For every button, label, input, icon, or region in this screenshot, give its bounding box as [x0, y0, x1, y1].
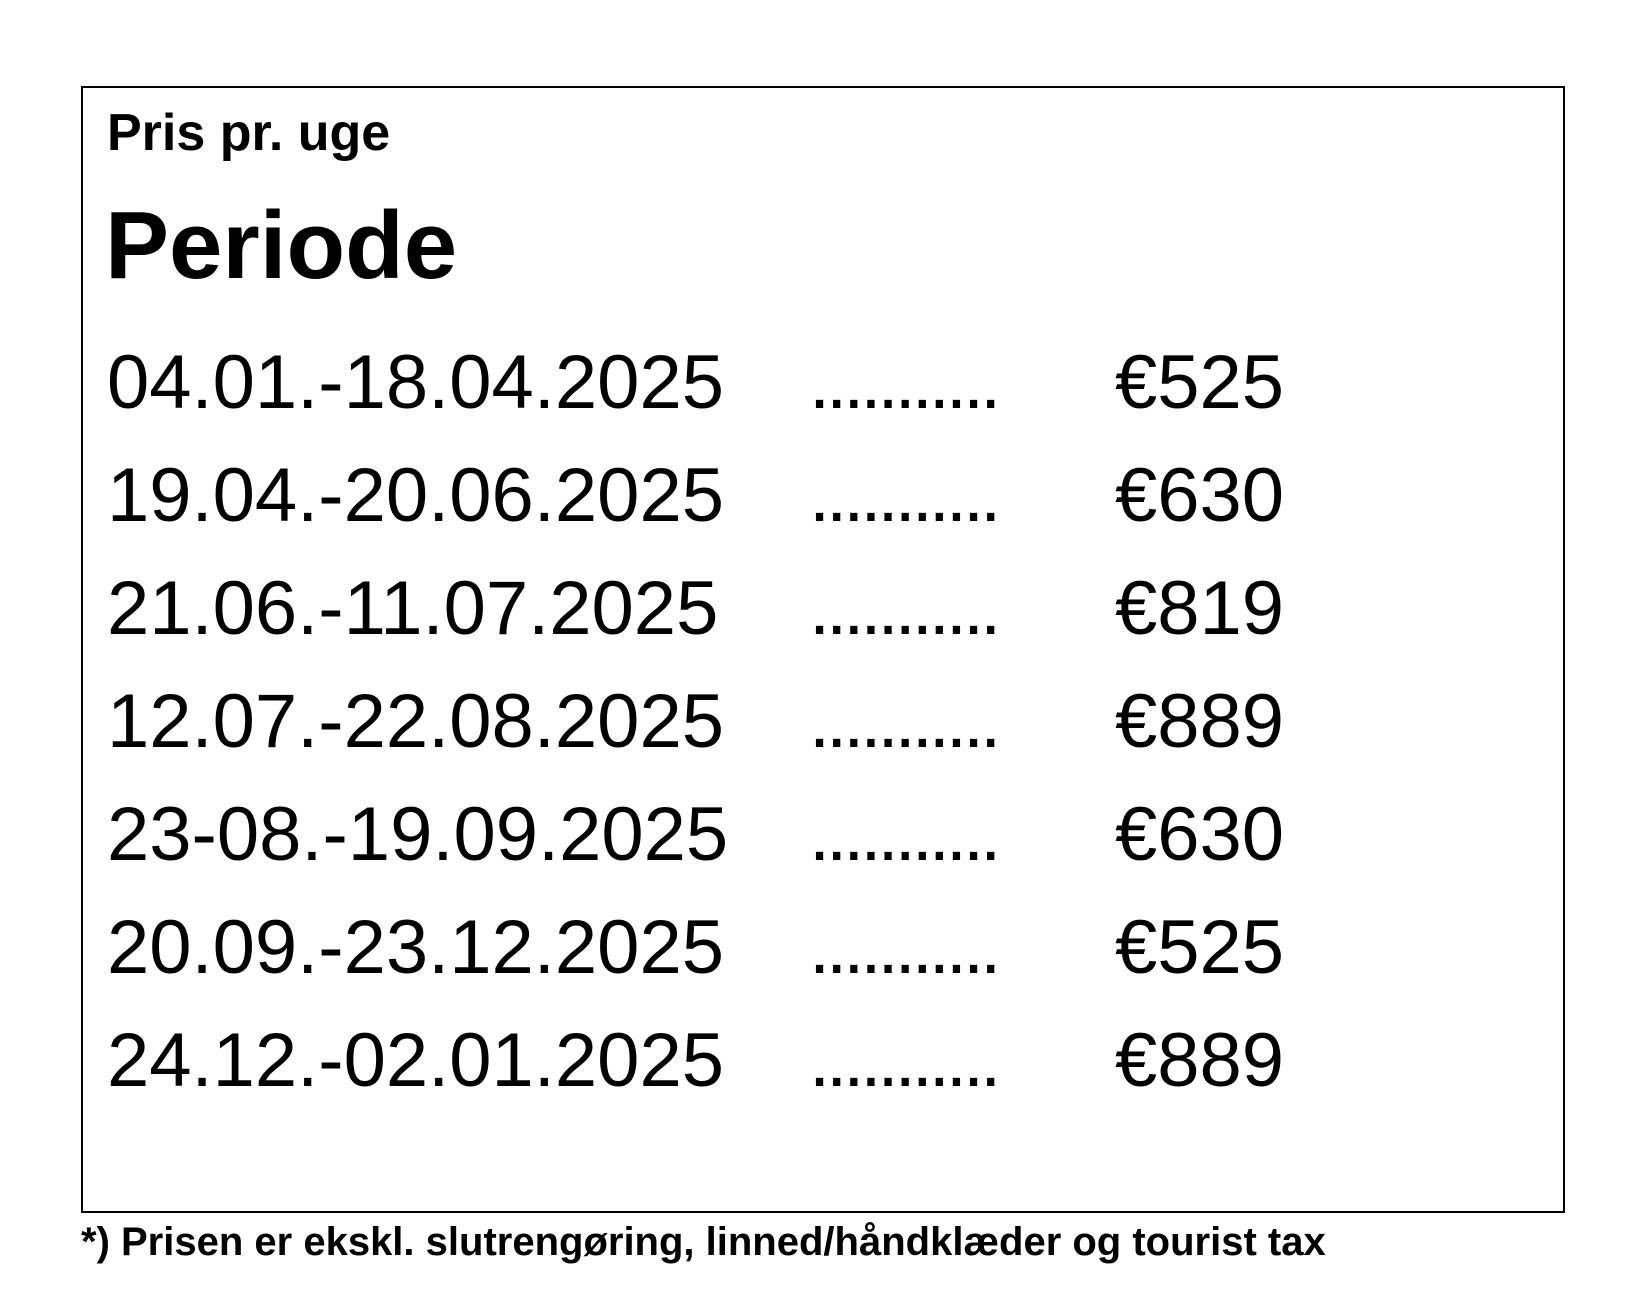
period-dates: 19.04.-20.06.2025 [107, 453, 724, 538]
price-value: €525 [1115, 905, 1285, 990]
price-row [107, 665, 1387, 778]
price-value: €630 [1115, 792, 1285, 877]
price-list [107, 326, 1387, 1117]
price-value: €889 [1115, 679, 1285, 764]
price-table-box [81, 86, 1565, 1213]
dot-leader: ........... [809, 679, 998, 764]
period-dates: 04.01.-18.04.2025 [107, 340, 724, 425]
period-heading: Periode [105, 192, 458, 299]
price-row [107, 439, 1387, 552]
period-dates: 23-08.-19.09.2025 [107, 792, 729, 877]
dot-leader: ........... [809, 340, 998, 425]
price-per-week-label: Pris pr. uge [107, 104, 391, 162]
price-row [107, 778, 1387, 891]
footnote: *) Prisen er ekskl. slutrengøring, linned/håndklæder og tourist tax [81, 1220, 1326, 1264]
price-row [107, 891, 1387, 1004]
price-value: €630 [1115, 453, 1285, 538]
price-value: €819 [1115, 566, 1285, 651]
price-row [107, 1004, 1387, 1117]
price-value: €525 [1115, 340, 1285, 425]
dot-leader: ........... [809, 905, 998, 990]
dot-leader: ........... [809, 453, 998, 538]
price-row [107, 326, 1387, 439]
price-value: €889 [1115, 1018, 1285, 1103]
dot-leader: ........... [809, 1018, 998, 1103]
period-dates: 20.09.-23.12.2025 [107, 905, 724, 990]
dot-leader: ........... [809, 566, 998, 651]
period-dates: 21.06.-11.07.2025 [107, 566, 719, 651]
dot-leader: ........... [809, 792, 998, 877]
price-row [107, 552, 1387, 665]
period-dates: 24.12.-02.01.2025 [107, 1018, 724, 1103]
period-dates: 12.07.-22.08.2025 [107, 679, 724, 764]
